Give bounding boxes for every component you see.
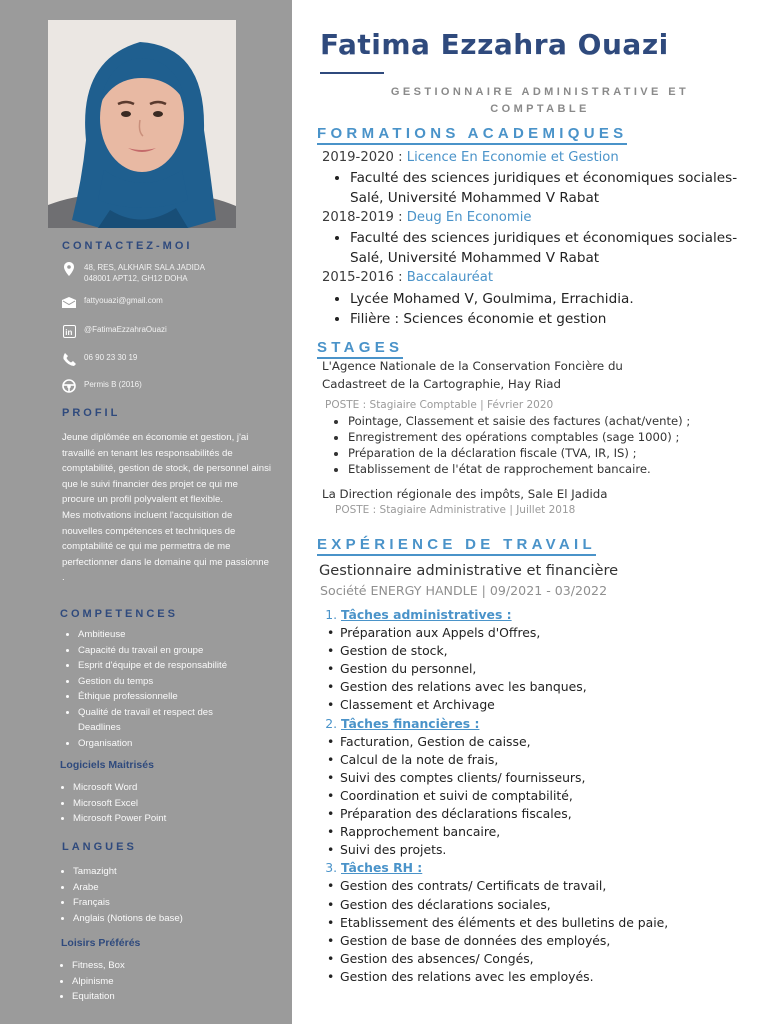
loisirs-title: Loisirs Préférés: [61, 937, 141, 949]
phone-text[interactable]: 06 90 23 30 19: [84, 353, 138, 362]
formation-details: [324, 289, 760, 329]
job-title-line-1: GESTIONNAIRE ADMINISTRATIVE ET: [390, 86, 690, 98]
list-item: • Microsoft Power Point: [73, 811, 166, 827]
list-item: • Enregistrement des opérations comptables (sage 1000) ;: [348, 429, 690, 445]
loisirs-list: [56, 958, 125, 1005]
contact-licence: [62, 379, 142, 393]
experience-task-list: [322, 606, 668, 986]
candidate-name: Fatima Ezzahra Ouazi: [320, 28, 669, 61]
linkedin-icon: [62, 324, 76, 338]
list-item: • Suivi des comptes clients/ fournisseurs,: [340, 769, 668, 787]
list-item: • Suivi des projets.: [340, 841, 668, 859]
formation-years: 2019-2020 :: [322, 150, 407, 165]
task-items: [341, 877, 668, 986]
experience-company: Société ENERGY HANDLE | 09/2021 - 03/2022: [320, 583, 608, 598]
list-item: • Alpinisme: [72, 974, 125, 990]
list-item: • Capacité du travail en groupe: [78, 643, 248, 659]
formation-details: [324, 168, 760, 208]
name-underline: [320, 72, 384, 74]
logiciels-title: Logiciels Maitrisés: [60, 759, 154, 771]
stages-title: STAGES: [317, 340, 403, 359]
list-item: • Éthique professionnelle: [78, 689, 248, 705]
list-item: • Etablissement des éléments et des bulletins de paie,: [340, 914, 668, 932]
list-item: • Gestion de stock,: [340, 642, 668, 660]
list-item: • Tamazight: [73, 864, 183, 880]
list-item: • Faculté des sciences juridiques et économiques sociales-Salé, Université Mohammed V Rabat: [350, 168, 760, 208]
list-item: • Anglais (Notions de base): [73, 911, 183, 927]
list-item: • Esprit d'équipe et de responsabilité: [78, 658, 248, 674]
formation-year-line: [322, 150, 619, 165]
langues-list: [57, 864, 183, 926]
stage-position: POSTE : Stagiaire Administrative | Juillet 2018: [335, 504, 576, 516]
contact-address: [62, 262, 205, 284]
task-items: [341, 624, 668, 714]
location-pin-icon: [62, 262, 76, 276]
list-item: • Filière : Sciences économie et gestion: [350, 309, 760, 329]
langues-title: LANGUES: [62, 841, 137, 853]
list-item: • Gestion des contrats/ Certificats de travail,: [340, 877, 668, 895]
linkedin-text[interactable]: @FatimaEzzahraOuazi: [84, 325, 167, 334]
svg-text:in: in: [64, 327, 72, 337]
list-item: • Lycée Mohamed V, Goulmima, Errachidia.: [350, 289, 760, 309]
logiciels-list: [57, 780, 166, 827]
list-item: • Gestion des relations avec les banques,: [340, 678, 668, 696]
stage-tasks: [324, 413, 690, 477]
list-item: • Classement et Archivage: [340, 696, 668, 714]
contact-phone[interactable]: [62, 352, 137, 366]
stage-position: POSTE : Stagiaire Comptable | Février 2020: [325, 399, 554, 411]
profil-paragraph-2: Mes motivations incluent l'acquisition de nouvelles compétences et techniques de comptabilité ce qui me permettra de me perfectionner dans le domaine qui me passionne .: [62, 509, 269, 584]
licence-text: Permis B (2016): [84, 380, 142, 389]
formation-years: 2018-2019 :: [322, 210, 407, 225]
list-item: • Rapprochement bancaire,: [340, 823, 668, 841]
contact-email[interactable]: [62, 295, 163, 309]
profil-title: PROFIL: [62, 407, 121, 419]
task-items: [341, 733, 668, 860]
list-item: • Préparation aux Appels d'Offres,: [340, 624, 668, 642]
address-line-1: 48, RES, ALKHAIR SALA JADIDA: [84, 263, 205, 272]
list-item: • Organisation: [78, 736, 248, 752]
envelope-icon: [62, 295, 76, 309]
formation-year-line: [322, 270, 493, 285]
list-item: • Préparation des déclarations fiscales,: [340, 805, 668, 823]
formation-years: 2015-2016 :: [322, 270, 407, 285]
profil-paragraph-1: Jeune diplômée en économie et gestion, j'ai travaillé en tenant les responsabilités de comptabilité, gestion de stock, de personnel ainsi que le suivi financier des projet ce qui me procure un profil polyvalent et flexible.: [62, 432, 272, 506]
list-item: • Gestion des absences/ Congés,: [340, 950, 668, 968]
profile-photo: [48, 20, 236, 228]
competences-title: COMPETENCES: [60, 608, 178, 620]
formation-degree: Licence En Economie et Gestion: [406, 150, 619, 165]
list-item: • Etablissement de l'état de rapprochement bancaire.: [348, 461, 690, 477]
competences-list: [62, 627, 248, 751]
list-item: • Facturation, Gestion de caisse,: [340, 733, 668, 751]
list-item: • Gestion des relations avec les employés.: [340, 968, 668, 986]
main-content: [292, 0, 768, 1024]
list-item: • Microsoft Excel: [73, 796, 166, 812]
email-text[interactable]: fattyouazi@gmail.com: [84, 296, 163, 305]
steering-wheel-icon: [62, 379, 76, 393]
profile-photo-illustration: [48, 20, 236, 228]
job-title-line-2: COMPTABLE: [490, 103, 590, 115]
list-item: • Fitness, Box: [72, 958, 125, 974]
address-line-2: 048001 APT12, GH12 DOHA: [84, 274, 188, 283]
list-item: • Ambitieuse: [78, 627, 248, 643]
sidebar: [0, 0, 292, 1024]
stage-organization: La Direction régionale des impôts, Sale El Jadida: [322, 487, 608, 501]
list-item: • Gestion du personnel,: [340, 660, 668, 678]
task-category: [341, 606, 668, 715]
list-item: • Coordination et suivi de comptabilité,: [340, 787, 668, 805]
phone-icon: [62, 352, 76, 366]
profil-text: [62, 430, 272, 586]
list-item: • Microsoft Word: [73, 780, 166, 796]
list-item: • Arabe: [73, 880, 183, 896]
task-category-label: Tâches administratives :: [341, 607, 512, 622]
list-item: • Français: [73, 895, 183, 911]
formation-degree: Baccalauréat: [406, 270, 494, 285]
formation-year-line: [322, 210, 532, 225]
list-item: • Préparation de la déclaration fiscale (TVA, IR, IS) ;: [348, 445, 690, 461]
contact-linkedin[interactable]: [62, 324, 167, 338]
list-item: • Calcul de la note de frais,: [340, 751, 668, 769]
formations-title: FORMATIONS ACADEMIQUES: [317, 126, 627, 145]
experience-title: EXPÉRIENCE DE TRAVAIL: [317, 537, 596, 556]
list-item: • Gestion des déclarations sociales,: [340, 896, 668, 914]
task-category-label: Tâches financières :: [341, 715, 480, 731]
formation-degree: Deug En Economie: [406, 210, 532, 225]
list-item: • Equitation: [72, 989, 125, 1005]
stage-organization: L'Agence Nationale de la Conservation Foncière du Cadastreet de la Cartographie, Hay Riad: [322, 359, 623, 391]
list-item: • Gestion du temps: [78, 674, 248, 690]
list-item: • Gestion de base de données des employés,: [340, 932, 668, 950]
experience-role: Gestionnaire administrative et financière: [319, 562, 619, 579]
task-category-label: Tâches RH :: [341, 860, 423, 876]
list-item: • Pointage, Classement et saisie des factures (achat/vente) ;: [348, 413, 690, 429]
list-item: • Faculté des sciences juridiques et économiques sociales-Salé, Université Mohammed V Rabat: [350, 228, 760, 268]
task-category: [341, 715, 668, 860]
task-category: [341, 859, 668, 986]
job-title: [330, 84, 750, 118]
contact-title: CONTACTEZ-MOI: [62, 240, 193, 252]
formation-details: [324, 228, 760, 268]
list-item: • Qualité de travail et respect des Deadlines: [78, 705, 248, 736]
